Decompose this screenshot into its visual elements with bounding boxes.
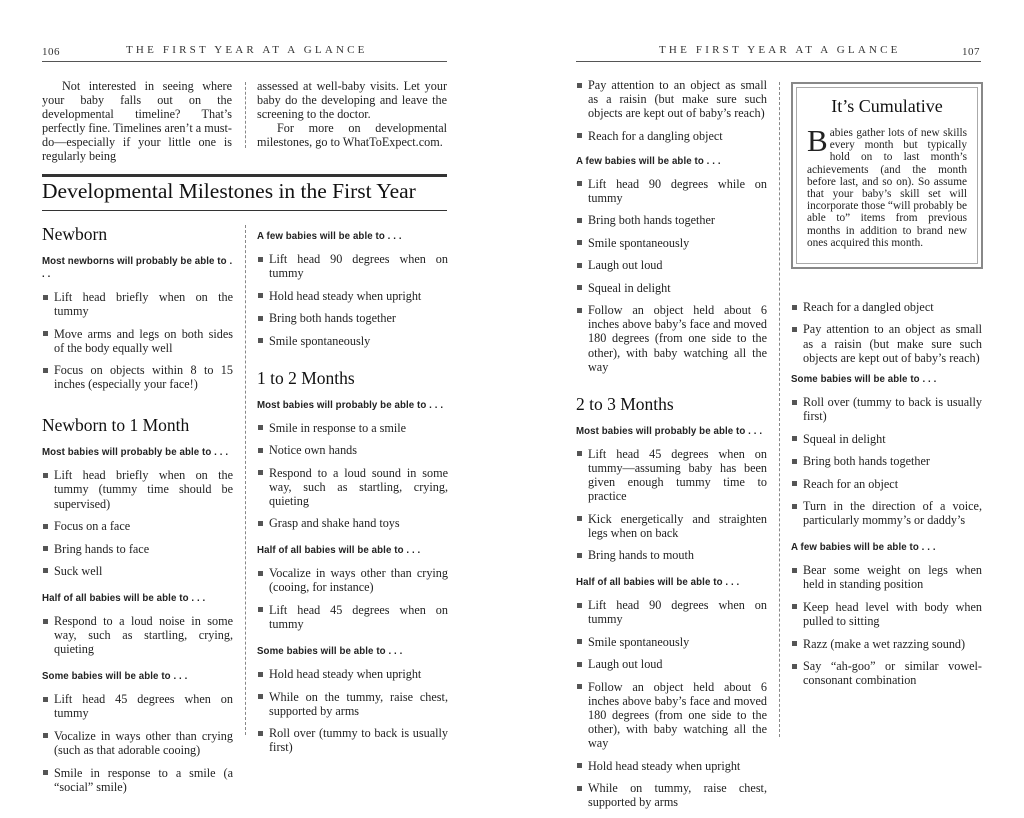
milestone-list	[576, 78, 767, 143]
milestone-text: Vocalize in ways other than crying (cooing, for instance)	[269, 566, 448, 595]
milestone-item	[42, 290, 233, 318]
square-bullet-icon	[577, 240, 582, 245]
square-bullet-icon	[577, 662, 582, 667]
intro-paragraph: Not interested in seeing where your baby falls out on the developmental timeline? That’s perfectly fine. Timelines aren’t a must-do—especially if your little one is regularly being	[42, 79, 232, 164]
milestone-groups	[576, 425, 767, 810]
milestone-item	[42, 692, 233, 720]
milestone-text: Grasp and shake hand toys	[269, 516, 400, 531]
milestone-item	[576, 759, 767, 773]
milestone-text: While on tummy, raise chest, supported by arms	[588, 781, 767, 810]
square-bullet-icon	[577, 263, 582, 268]
sidebar-title: It’s Cumulative	[831, 96, 943, 116]
header-rule	[42, 61, 447, 62]
milestone-list	[42, 290, 233, 391]
square-bullet-icon	[577, 516, 582, 521]
milestone-item	[576, 177, 767, 205]
square-bullet-icon	[258, 293, 263, 298]
milestone-text: Squeal in delight	[803, 431, 886, 446]
milestone-text: Hold head steady when upright	[588, 758, 741, 773]
square-bullet-icon	[43, 368, 48, 373]
square-bullet-icon	[43, 331, 48, 336]
milestone-item	[42, 363, 233, 391]
milestone-text: Lift head 45 degrees when on tummy	[269, 602, 448, 632]
milestone-item	[42, 327, 233, 355]
milestone-item	[576, 258, 767, 272]
running-head: THE FIRST YEAR AT A GLANCE	[659, 44, 901, 56]
milestone-item	[576, 213, 767, 227]
milestone-list	[257, 566, 448, 631]
milestone-text: Smile spontaneously	[588, 235, 690, 250]
lead-text: Half of all babies will be able to . . .	[576, 577, 740, 589]
sidebar-box	[791, 82, 983, 269]
milestone-text: Roll over (tummy to back is usually first)	[803, 395, 982, 424]
milestone-item	[257, 516, 448, 530]
milestone-text: Say “ah-goo” or similar vowel-consonant combination	[803, 659, 982, 688]
milestone-text: While on the tummy, raise chest, supported by arms	[269, 689, 448, 718]
square-bullet-icon	[792, 568, 797, 573]
lead-text: Half of all babies will be able to . . .	[257, 545, 421, 557]
milestone-item	[576, 236, 767, 250]
milestone-item	[257, 421, 448, 435]
milestone-groups	[42, 446, 233, 793]
milestone-text: Reach for an object	[803, 476, 899, 491]
milestones-column-1	[576, 78, 767, 818]
milestone-item	[791, 395, 982, 423]
square-bullet-icon	[258, 694, 263, 699]
square-bullet-icon	[577, 603, 582, 608]
milestone-text: Reach for a dangled object	[803, 300, 934, 314]
milestone-list	[42, 692, 233, 793]
milestone-list	[791, 563, 982, 687]
square-bullet-icon	[792, 305, 797, 310]
milestone-groups	[257, 399, 448, 755]
square-bullet-icon	[43, 295, 48, 300]
column-divider	[245, 225, 246, 735]
milestone-item	[791, 432, 982, 446]
square-bullet-icon	[577, 133, 582, 138]
lead-text: Some babies will be able to . . .	[791, 374, 937, 386]
square-bullet-icon	[577, 451, 582, 456]
milestone-item	[257, 252, 448, 280]
milestone-item	[576, 598, 767, 626]
heading-newborn-to-1-month: Newborn to 1 Month	[42, 415, 190, 436]
milestone-item	[791, 659, 982, 687]
milestone-text: Roll over (tummy to back is usually first)	[269, 726, 448, 755]
milestone-text: Smile spontaneously	[269, 333, 371, 348]
square-bullet-icon	[258, 425, 263, 430]
lead-text: A few babies will be able to . . .	[791, 542, 936, 554]
milestone-text: Keep head level with body when pulled to sitting	[803, 599, 982, 629]
square-bullet-icon	[258, 607, 263, 612]
milestone-item	[576, 129, 767, 143]
milestone-item	[42, 564, 233, 578]
milestone-item	[791, 322, 982, 364]
milestone-list	[42, 468, 233, 578]
square-bullet-icon	[577, 285, 582, 290]
milestone-text: Focus on a face	[54, 519, 131, 534]
milestone-groups	[791, 373, 982, 687]
intro-paragraph: assessed at well-baby visits. Let your baby do the developing and leave the screening to the doctor.	[257, 79, 447, 122]
square-bullet-icon	[43, 770, 48, 775]
milestone-item	[791, 454, 982, 468]
milestone-text: Lift head 45 degrees when on tummy—assuming baby has been given enough tummy time to practice	[588, 446, 767, 504]
milestone-text: Bear some weight on legs when held in standing position	[803, 563, 982, 592]
lead-text: Some babies will be able to . . .	[257, 646, 403, 658]
sidebar-body	[807, 123, 967, 249]
milestone-text: Bring both hands together	[803, 454, 930, 469]
intro-link-paragraph: For more on developmental milestones, go to WhatToExpect.com.	[257, 121, 447, 150]
heading-1-to-2-months: 1 to 2 Months	[257, 367, 355, 388]
milestone-item	[791, 600, 982, 628]
intro-column-2	[257, 79, 447, 149]
square-bullet-icon	[43, 473, 48, 478]
milestone-list	[257, 252, 448, 348]
square-bullet-icon	[43, 546, 48, 551]
square-bullet-icon	[577, 684, 582, 689]
milestone-item	[257, 667, 448, 681]
square-bullet-icon	[43, 733, 48, 738]
milestone-item	[42, 729, 233, 757]
milestone-item	[42, 542, 233, 556]
milestone-item	[257, 334, 448, 348]
milestones-column-2	[257, 230, 448, 763]
milestone-text: Suck well	[54, 563, 103, 578]
milestone-item	[576, 512, 767, 540]
milestones-column-2	[791, 300, 982, 696]
milestone-item	[257, 466, 448, 508]
milestone-item	[791, 499, 982, 527]
square-bullet-icon	[43, 568, 48, 573]
section-title: Developmental Milestones in the First Year	[42, 179, 416, 203]
square-bullet-icon	[792, 481, 797, 486]
milestone-text: Hold head steady when upright	[269, 288, 422, 303]
square-bullet-icon	[792, 400, 797, 405]
milestone-text: Reach for a dangling object	[588, 128, 723, 143]
milestone-item	[791, 477, 982, 491]
milestone-text: Lift head 90 degrees while on tummy	[588, 176, 767, 205]
milestone-item	[576, 635, 767, 649]
milestones-column-1	[42, 224, 233, 802]
milestone-text: Lift head 45 degrees when on tummy	[54, 692, 233, 721]
milestone-text: Pay attention to an object as small as a raisin (but make sure such objects are kept out of baby’s reach)	[803, 322, 982, 365]
milestone-item	[791, 300, 982, 314]
square-bullet-icon	[258, 672, 263, 677]
section-rule-bottom	[42, 210, 447, 211]
milestone-list	[257, 421, 448, 531]
square-bullet-icon	[258, 257, 263, 262]
milestone-item	[257, 726, 448, 754]
milestone-text: Razz (make a wet razzing sound)	[803, 636, 966, 651]
milestone-item	[576, 657, 767, 671]
lead-text: A few babies will be able to . . .	[576, 155, 721, 167]
column-divider	[779, 82, 780, 737]
column-divider	[245, 82, 246, 148]
milestone-text: Bring hands to face	[54, 541, 150, 556]
lead-text: Some babies will be able to . . .	[42, 671, 188, 683]
milestone-text: Respond to a loud sound in some way, such as startling, crying, quieting	[269, 465, 448, 508]
square-bullet-icon	[792, 436, 797, 441]
square-bullet-icon	[577, 308, 582, 313]
heading-newborn: Newborn	[42, 224, 108, 244]
sidebar-inner-border	[796, 87, 978, 264]
milestone-item	[42, 468, 233, 510]
milestone-text: Smile in response to a smile (a “social” smile)	[54, 765, 233, 794]
milestone-text: Smile spontaneously	[588, 634, 690, 649]
milestone-item	[791, 637, 982, 651]
intro-column-1	[42, 79, 232, 164]
milestone-item	[576, 303, 767, 373]
lead-text: Most babies will probably be able to . . .	[42, 447, 229, 459]
lead-text: Half of all babies will be able to . . .	[42, 593, 206, 605]
milestone-text: Vocalize in ways other than crying (such as that adorable cooing)	[54, 728, 233, 758]
milestone-item	[257, 690, 448, 718]
milestone-item	[576, 447, 767, 503]
square-bullet-icon	[258, 448, 263, 453]
milestone-item	[42, 519, 233, 533]
milestone-list	[791, 300, 982, 365]
header-rule	[576, 61, 981, 62]
square-bullet-icon	[43, 619, 48, 624]
square-bullet-icon	[792, 664, 797, 669]
sidebar-text: abies gather lots of new skills every month but typically hold on to last month’s achievements (and the month before last, and so on). So assume that your baby’s skill set will incorporate those “will probably be able to” items from previous months in addition to brand new ones acquired this month.	[807, 127, 967, 249]
milestone-item	[576, 78, 767, 120]
lead-text: Most newborns will probably be able to . . .	[42, 256, 233, 280]
lead-text: Most babies will probably be able to . . .	[257, 399, 444, 411]
milestone-text: Pay attention to an object as small as a raisin (but make sure such objects are kept out of baby’s reach)	[588, 78, 767, 121]
square-bullet-icon	[258, 571, 263, 576]
milestone-item	[576, 548, 767, 562]
square-bullet-icon	[577, 181, 582, 186]
milestone-text: Bring hands to mouth	[588, 548, 694, 563]
square-bullet-icon	[577, 83, 582, 88]
milestone-text: Respond to a loud noise in some way, such as startling, crying, quieting	[54, 614, 233, 657]
milestone-item	[576, 680, 767, 750]
milestone-item	[257, 603, 448, 631]
square-bullet-icon	[792, 459, 797, 464]
milestone-item	[257, 443, 448, 457]
square-bullet-icon	[258, 338, 263, 343]
square-bullet-icon	[577, 763, 582, 768]
milestone-text: Hold head steady when upright	[269, 667, 422, 682]
milestone-text: Lift head briefly when on the tummy (tummy time should be supervised)	[54, 468, 233, 511]
milestone-list	[791, 395, 982, 527]
milestone-text: Turn in the direction of a voice, particularly mommy’s or daddy’s	[803, 499, 982, 528]
square-bullet-icon	[43, 697, 48, 702]
milestone-item	[576, 781, 767, 809]
milestone-list	[576, 177, 767, 374]
milestone-list	[257, 667, 448, 754]
lead-text: A few babies will be able to . . .	[257, 231, 402, 242]
square-bullet-icon	[577, 553, 582, 558]
milestone-list	[576, 598, 767, 809]
milestone-item	[257, 289, 448, 303]
square-bullet-icon	[258, 521, 263, 526]
page-number: 107	[962, 46, 980, 58]
milestone-text: Laugh out loud	[588, 258, 663, 273]
milestone-item	[576, 281, 767, 295]
section-rule-top	[42, 174, 447, 177]
milestone-text: Bring both hands together	[588, 213, 715, 228]
square-bullet-icon	[792, 327, 797, 332]
milestone-item	[42, 766, 233, 794]
milestone-text: Bring both hands together	[269, 311, 396, 326]
square-bullet-icon	[258, 470, 263, 475]
left-page	[0, 0, 512, 794]
square-bullet-icon	[43, 524, 48, 529]
milestone-text: Laugh out loud	[588, 657, 663, 672]
milestone-text: Smile in response to a smile	[269, 420, 407, 435]
square-bullet-icon	[792, 504, 797, 509]
milestone-item	[257, 566, 448, 594]
milestone-item	[42, 614, 233, 656]
milestone-item	[791, 563, 982, 591]
running-head: THE FIRST YEAR AT A GLANCE	[126, 44, 368, 56]
square-bullet-icon	[792, 641, 797, 646]
milestone-text: Squeal in delight	[588, 280, 671, 295]
milestone-text: Focus on objects within 8 to 15 inches (especially your face!)	[54, 363, 233, 392]
lead-text: Most babies will probably be able to . . .	[576, 425, 763, 437]
milestone-text: Lift head 90 degrees when on tummy	[588, 598, 767, 627]
square-bullet-icon	[577, 218, 582, 223]
right-page	[512, 0, 1024, 810]
milestone-text: Lift head briefly when on the tummy	[54, 290, 233, 319]
square-bullet-icon	[577, 786, 582, 791]
heading-2-to-3-months: 2 to 3 Months	[576, 393, 674, 414]
milestone-text: Lift head 90 degrees when on tummy	[269, 252, 448, 281]
square-bullet-icon	[577, 639, 582, 644]
milestone-text: Notice own hands	[269, 443, 358, 458]
milestone-text: Follow an object held about 6 inches above baby’s face and moved 180 degrees (from one side to the other), with baby watching all the way	[588, 303, 767, 374]
square-bullet-icon	[792, 604, 797, 609]
page-number: 106	[42, 46, 60, 58]
milestone-list	[576, 447, 767, 562]
square-bullet-icon	[258, 731, 263, 736]
milestone-text: Move arms and legs on both sides of the body equally well	[54, 326, 233, 355]
milestone-text: Kick energetically and straighten legs when on back	[588, 511, 767, 540]
square-bullet-icon	[258, 316, 263, 321]
milestone-list	[42, 614, 233, 656]
milestone-item	[257, 311, 448, 325]
milestone-text: Follow an object held about 6 inches above baby’s face and moved 180 degrees (from one side to the other), with baby watching all the way	[588, 679, 767, 751]
drop-cap: B	[807, 123, 828, 158]
